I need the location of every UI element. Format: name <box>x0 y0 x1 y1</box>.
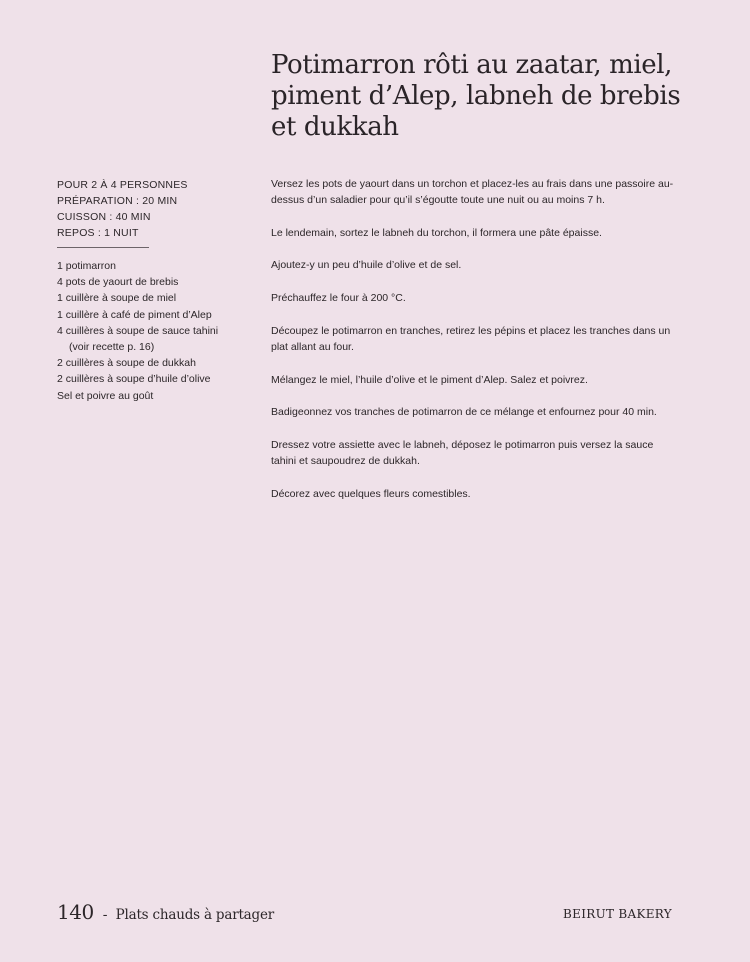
book-title: BEIRUT BAKERY <box>563 907 672 921</box>
step-paragraph: Versez les pots de yaourt dans un torchon et placez-les au frais dans une passoire au-dessus d’un saladier pour qu’il s’égoutte toute une nuit ou au moins 7 h. <box>271 178 674 207</box>
footer-left <box>57 900 274 924</box>
step-paragraph: Dressez votre assiette avec le labneh, déposez le potimarron puis versez la sauce tahini et saupoudrez de dukkah. <box>271 438 654 468</box>
step-paragraph: Mélangez le miel, l’huile d’olive et le piment d’Alep. Salez et poivrez. <box>271 373 588 386</box>
footer-separator: - <box>102 907 108 923</box>
step-paragraph: Décorez avec quelques fleurs comestibles. <box>271 487 471 500</box>
section-name: Plats chauds à partager <box>115 907 275 923</box>
recipe-title: Potimarron rôti au zaatar, miel, piment d’Alep, labneh de brebis et dukkah <box>271 50 681 142</box>
ingredient-item: Sel et poivre au goût <box>57 389 154 402</box>
step-paragraph: Ajoutez-y un peu d’huile d’olive et de sel. <box>271 259 462 272</box>
recipe-meta <box>57 177 237 241</box>
divider <box>57 247 149 248</box>
recipe-steps <box>271 176 681 518</box>
ingredient-item: 1 cuillère à soupe de miel <box>57 292 177 305</box>
step-paragraph: Badigeonnez vos tranches de potimarron de ce mélange et enfournez pour 40 min. <box>271 406 657 419</box>
page-number: 140 <box>57 900 94 924</box>
ingredient-item: 1 potimarron <box>57 260 116 272</box>
step-paragraph: Découpez le potimarron en tranches, retirez les pépins et placez les tranches dans un plat allant au four. <box>271 324 671 353</box>
ingredient-note: (voir recette p. 16) <box>69 341 155 354</box>
ingredient-item: 4 pots de yaourt de brebis <box>57 276 179 289</box>
rest-time: REPOS : 1 NUIT <box>57 227 139 239</box>
servings: POUR 2 À 4 PERSONNES <box>57 179 188 191</box>
prep-time: PRÉPARATION : 20 MIN <box>57 195 178 207</box>
step-paragraph: Le lendemain, sortez le labneh du torchon, il formera une pâte épaisse. <box>271 226 602 239</box>
ingredient-item: 2 cuillères à soupe de dukkah <box>57 357 196 370</box>
ingredient-item: 1 cuillère à café de piment d’Alep <box>57 308 212 321</box>
ingredient-item: 2 cuillères à soupe d’huile d’olive <box>57 373 211 386</box>
ingredients-list <box>57 258 257 404</box>
ingredient-item: 4 cuillères à soupe de sauce tahini <box>57 324 219 337</box>
cook-time: CUISSON : 40 MIN <box>57 211 151 223</box>
step-paragraph: Préchauffez le four à 200 °C. <box>271 292 406 305</box>
